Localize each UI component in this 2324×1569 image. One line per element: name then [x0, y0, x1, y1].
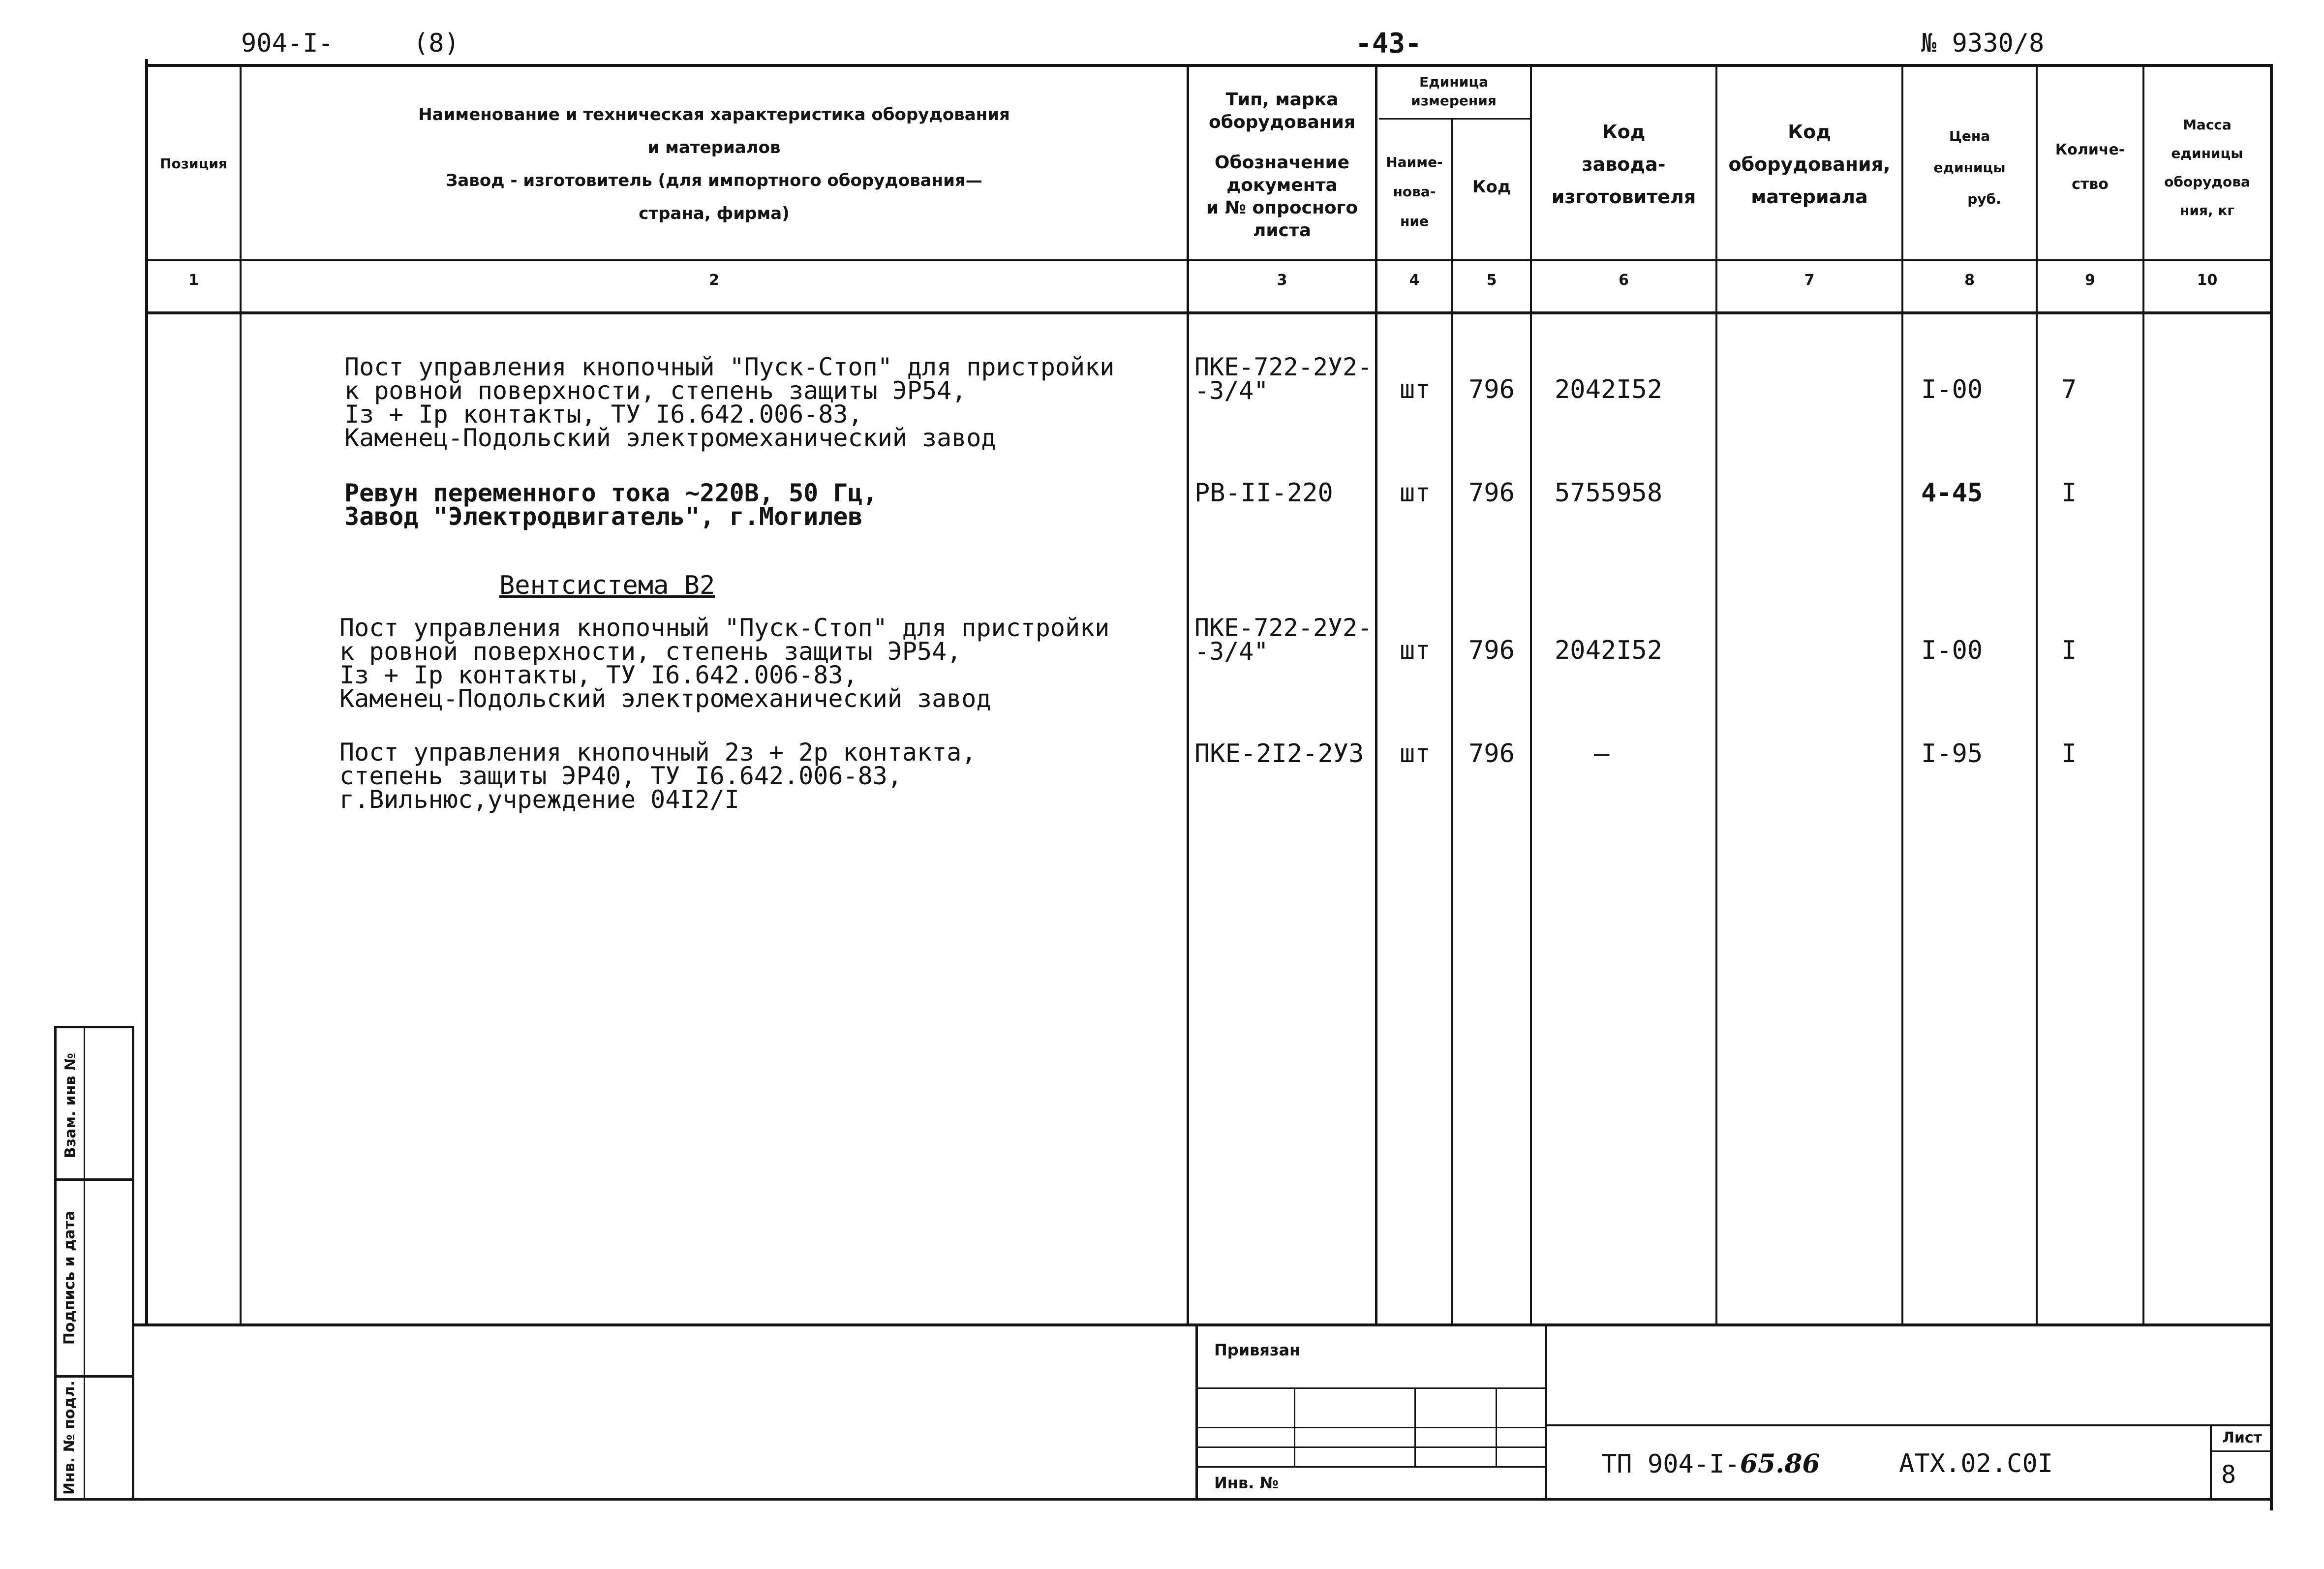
- col-number-7: 7: [1804, 272, 1815, 289]
- header-name: Наименование и техническая характеристика оборудования и материалов Завод - изготовитель (для импортного оборудования— страна, фирма): [418, 105, 1010, 223]
- row-3-description: Пост управления кнопочный "Пуск-Стоп" для пристройки к ровной поверхности, степень защиты ЭР54, Iз + Iр контакты, ТУ I6.642.006-83, Каменец-Подольский электромеханический завод: [339, 614, 1110, 713]
- row-2-unit: шт: [1400, 478, 1431, 508]
- sheet-in-parens: (8): [413, 29, 459, 58]
- header-factory-code: Код завода- изготовителя: [1551, 121, 1696, 208]
- row-4-description: Пост управления кнопочный 2з + 2р контакта, степень защиты ЭР40, ТУ I6.642.006-83, г.Вильнюс,учреждение 04I2/I: [339, 738, 977, 814]
- stamp-privyazan: Привязан: [1214, 1341, 1301, 1359]
- document-number: № 9330/8: [1921, 29, 2045, 58]
- row-1-price: I-00: [1921, 375, 1983, 404]
- header-unit-name: Наиме- нова- ние: [1386, 154, 1443, 229]
- row-3-unit: шт: [1400, 636, 1431, 665]
- row-3-price: I-00: [1921, 636, 1983, 665]
- row-3-quantity: I: [2061, 636, 2077, 665]
- col-number-9: 9: [2085, 272, 2095, 289]
- row-1-quantity: 7: [2061, 375, 2077, 404]
- header-price: Цена единицы руб.: [1933, 128, 2006, 207]
- col-number-6: 6: [1619, 272, 1629, 289]
- row-4-unit: шт: [1400, 739, 1431, 769]
- sheet-label: Лист: [2222, 1429, 2263, 1446]
- row-2-quantity: I: [2061, 478, 2077, 508]
- side-label-signature-date: Подпись и дата: [61, 1210, 78, 1345]
- row-2-type: РВ-II-220: [1194, 478, 1333, 508]
- row-4-quantity: I: [2061, 739, 2077, 769]
- col-number-5: 5: [1486, 272, 1497, 289]
- series-number: 904-I-: [241, 29, 334, 58]
- header-equipment-code: Код оборудования, материала: [1728, 121, 1891, 208]
- header-type: Тип, марка оборудования Обозначение документа и № опросного листа: [1206, 90, 1358, 241]
- row-1-description: Пост управления кнопочный "Пуск-Стоп" для пристройки к ровной поверхности, степень защиты ЭР54, Iз + Iр контакты, ТУ I6.642.006-83, Каменец-Подольский электромеханический завод: [344, 353, 1115, 452]
- row-1-unit-code: 796: [1468, 375, 1515, 404]
- row-2-description: Ревун переменного тока ~220В, 50 Гц, Завод "Электродвигатель", г.Могилев: [344, 479, 878, 531]
- col-number-2: 2: [709, 272, 719, 289]
- document-code: ТП 904-I-65.86: [1601, 1449, 1820, 1479]
- col-number-8: 8: [1964, 272, 1975, 289]
- row-3-factory-code: 2042I52: [1555, 636, 1663, 665]
- header-position: Позиция: [160, 155, 227, 172]
- document-code-suffix: АТХ.02.С0I: [1899, 1449, 2053, 1478]
- col-number-10: 10: [2197, 272, 2218, 289]
- header-unit-code: Код: [1472, 177, 1511, 197]
- stamp-inv-no: Инв. №: [1214, 1474, 1279, 1492]
- row-3-type: ПКЕ-722-2У2- -3/4": [1194, 614, 1373, 666]
- row-1-unit: шт: [1400, 375, 1431, 404]
- row-2-price: 4-45: [1921, 478, 1983, 508]
- header-quantity: Количе- ство: [2055, 141, 2125, 193]
- col-number-4: 4: [1409, 272, 1420, 289]
- row-1-type: ПКЕ-722-2У2- -3/4": [1194, 353, 1373, 405]
- row-3-unit-code: 796: [1468, 636, 1515, 665]
- row-4-price: I-95: [1921, 739, 1983, 769]
- row-2-unit-code: 796: [1468, 478, 1515, 508]
- col-number-3: 3: [1277, 272, 1287, 289]
- row-2-factory-code: 5755958: [1555, 478, 1663, 508]
- col-number-1: 1: [188, 272, 199, 289]
- header-unit-group: Единица измерения: [1411, 74, 1497, 109]
- sheet-number: 8: [2221, 1460, 2236, 1489]
- row-4-type: ПКЕ-2I2-2У3: [1194, 739, 1364, 769]
- page-number: -43-: [1355, 28, 1422, 60]
- section-heading: Вентсистема В2: [499, 571, 715, 600]
- header-mass: Масса единицы оборудова ния, кг: [2164, 117, 2250, 218]
- row-4-factory-code: —: [1594, 739, 1610, 769]
- row-1-factory-code: 2042I52: [1555, 375, 1663, 404]
- side-label-inv-original: Инв. № подл.: [61, 1380, 78, 1495]
- side-label-replaced-inv: Взам. инв №: [62, 1052, 79, 1159]
- row-4-unit-code: 796: [1468, 739, 1515, 769]
